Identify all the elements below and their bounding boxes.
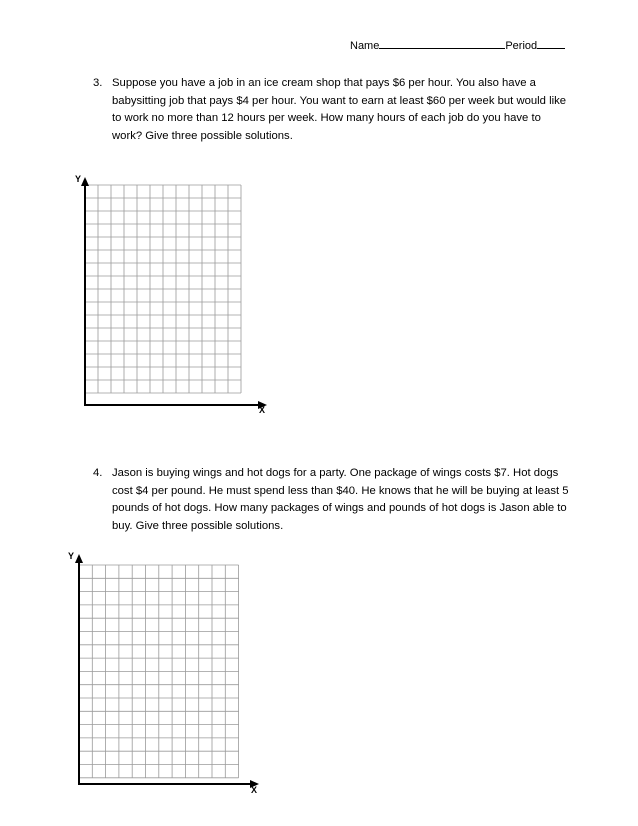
name-label: Name (350, 40, 380, 52)
name-blank-line[interactable] (379, 38, 505, 49)
problem-text: Suppose you have a job in an ice cream shop that pays $6 per hour. You also have a babysitting job that pays $4 per hour. You want to earn at least $60 per week but would like to work no more than 12 hours per week. How many hours of each job do you have to work? Give three possible solutions. (112, 77, 567, 142)
gridlines (85, 185, 241, 393)
problem-number: 3. (93, 77, 103, 89)
coordinate-grid-3[interactable] (70, 170, 275, 425)
y-axis-arrow-icon (75, 554, 83, 563)
coordinate-grid-4[interactable] (64, 548, 269, 803)
grid-svg (64, 548, 269, 798)
problem-text: Jason is buying wings and hot dogs for a party. One package of wings costs $7. Hot dogs cost $4 per pound. He must spend less than $40. He knows that he will be buying at least 5 pounds of hot dogs. How many packages of wings and pounds of hot dogs is Jason able to buy. Give three possible solutions. (112, 467, 569, 532)
period-blank-line[interactable] (537, 38, 565, 49)
problem-number: 4. (93, 467, 103, 479)
y-axis-label: Y (75, 174, 82, 184)
y-axis-label: Y (68, 551, 75, 561)
x-axis-label: X (259, 405, 266, 415)
gridlines (79, 565, 239, 778)
name-period-header (350, 38, 565, 52)
problem-4 (93, 465, 573, 535)
x-axis-label: X (251, 785, 258, 795)
period-label: Period (505, 40, 538, 52)
grid-svg (70, 170, 275, 420)
y-axis-arrow-icon (81, 177, 89, 186)
problem-3 (93, 75, 573, 145)
